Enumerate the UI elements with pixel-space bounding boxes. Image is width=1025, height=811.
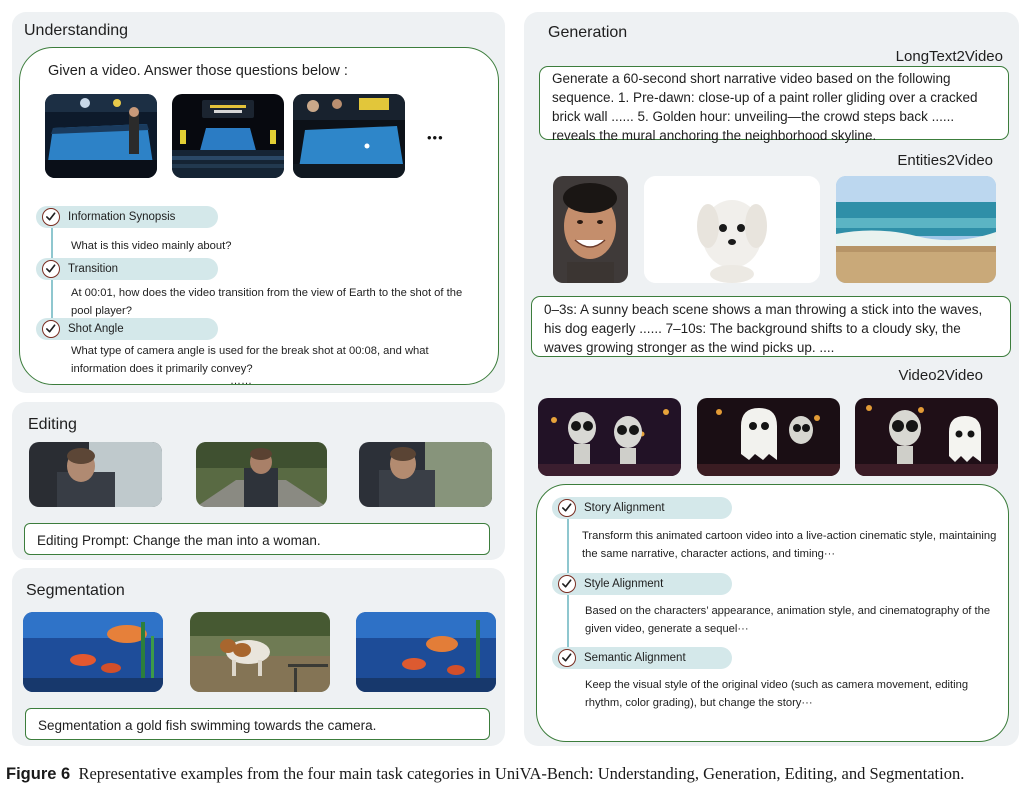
question-tag-shot-angle xyxy=(36,318,218,340)
video-frame-3 xyxy=(293,94,405,178)
trailing-ellipsis: …… xyxy=(230,375,252,387)
understanding-title: Understanding xyxy=(24,22,129,39)
alignment-tag-label: Style Alignment xyxy=(584,578,664,590)
generation-title: Generation xyxy=(548,24,628,41)
segmentation-frame-3 xyxy=(356,612,496,692)
video2video-card xyxy=(536,484,1009,742)
editing-frame-3 xyxy=(359,442,492,507)
check-icon xyxy=(558,575,576,593)
figure-caption xyxy=(6,763,1018,785)
editing-title: Editing xyxy=(28,416,77,433)
check-icon xyxy=(42,320,60,338)
segmentation-panel xyxy=(12,568,505,746)
question-text: What type of camera angle is used for the break shot at 00:08, and what information does it primarily convey? xyxy=(71,345,429,375)
longtext-prompt-text: Generate a 60-second short narrative video based on the following sequence. 1. Pre-dawn: close-up of a paint roller gliding over a cracked brick wall ...... 5. Golden hour: unveiling—the crowd steps back ...... reveals the mural anchoring the neighborhood skyline. xyxy=(552,71,978,143)
editing-frame-1 xyxy=(29,442,162,507)
question-tag-label: Shot Angle xyxy=(68,323,124,335)
segmentation-prompt-box xyxy=(25,708,490,740)
alignment-tag-style xyxy=(552,573,732,595)
more-frames-ellipsis: ••• xyxy=(427,130,444,145)
video-frame-2 xyxy=(172,94,284,178)
entity-dog-portrait xyxy=(644,176,820,283)
question-tag-transition xyxy=(36,258,218,280)
segmentation-prompt-text: Segmentation a gold fish swimming towards the camera. xyxy=(38,718,377,733)
alignment-tag-semantic xyxy=(552,647,732,669)
question-tag-label: Information Synopsis xyxy=(68,211,176,223)
video2video-frame-1 xyxy=(538,398,681,476)
question-tag-label: Transition xyxy=(68,263,119,275)
video2video-label: Video2Video xyxy=(898,367,983,384)
understanding-card xyxy=(19,47,499,385)
longtext-prompt-box xyxy=(539,66,1009,143)
question-text: At 00:01, how does the video transition from the view of Earth to the shot of the pool player? xyxy=(71,287,463,317)
segmentation-title: Segmentation xyxy=(26,582,125,599)
editing-prompt-box xyxy=(24,523,490,555)
check-icon xyxy=(42,208,60,226)
video2video-frame-2 xyxy=(697,398,840,476)
video2video-frame-3 xyxy=(855,398,998,476)
entities2video-label: Entities2Video xyxy=(897,152,993,169)
longtext2video-label: LongText2Video xyxy=(895,48,1003,65)
editing-panel xyxy=(12,402,505,560)
segmentation-frame-1 xyxy=(23,612,163,692)
alignment-tag-label: Story Alignment xyxy=(584,502,665,514)
entity-beach-scene xyxy=(836,176,996,283)
entity-man-portrait xyxy=(553,176,628,283)
alignment-tag-story xyxy=(552,497,732,519)
understanding-prompt: Given a video. Answer those questions below : xyxy=(48,63,348,79)
segmentation-frame-2 xyxy=(190,612,330,692)
entities-prompt-box xyxy=(531,296,1011,357)
video-frame-1 xyxy=(45,94,157,178)
question-tag-information-synopsis xyxy=(36,206,218,228)
editing-frame-2 xyxy=(196,442,327,507)
question-text: What is this video mainly about? xyxy=(71,240,232,252)
alignment-text: Based on the characters’ appearance, animation style, and cinematography of the given video, generate a sequel··· xyxy=(585,605,991,635)
figure-caption-text: Representative examples from the four main task categories in UniVA-Bench: Understanding, Generation, Editing, and Segmentation. xyxy=(78,764,965,783)
check-icon xyxy=(558,649,576,667)
generation-panel xyxy=(524,12,1019,746)
alignment-text: Transform this animated cartoon video into a live-action cinematic style, maintaining the same narrative, character actions, and timing··· xyxy=(582,530,997,560)
editing-prompt-text: Editing Prompt: Change the man into a woman. xyxy=(37,533,321,548)
entities-prompt-text: 0–3s: A sunny beach scene shows a man throwing a stick into the waves, his dog eagerly ...... 7–10s: The background shifts to a cloudy sky, the waves growing stronger as the wind picks up. .... xyxy=(544,302,983,355)
figure-caption-label: Figure 6 xyxy=(6,765,71,783)
alignment-text: Keep the visual style of the original video (such as camera movement, editing rhythm, color grading), but change the story··· xyxy=(585,679,969,709)
check-icon xyxy=(558,499,576,517)
check-icon xyxy=(42,260,60,278)
understanding-panel xyxy=(12,12,505,393)
alignment-tag-label: Semantic Alignment xyxy=(584,652,686,664)
